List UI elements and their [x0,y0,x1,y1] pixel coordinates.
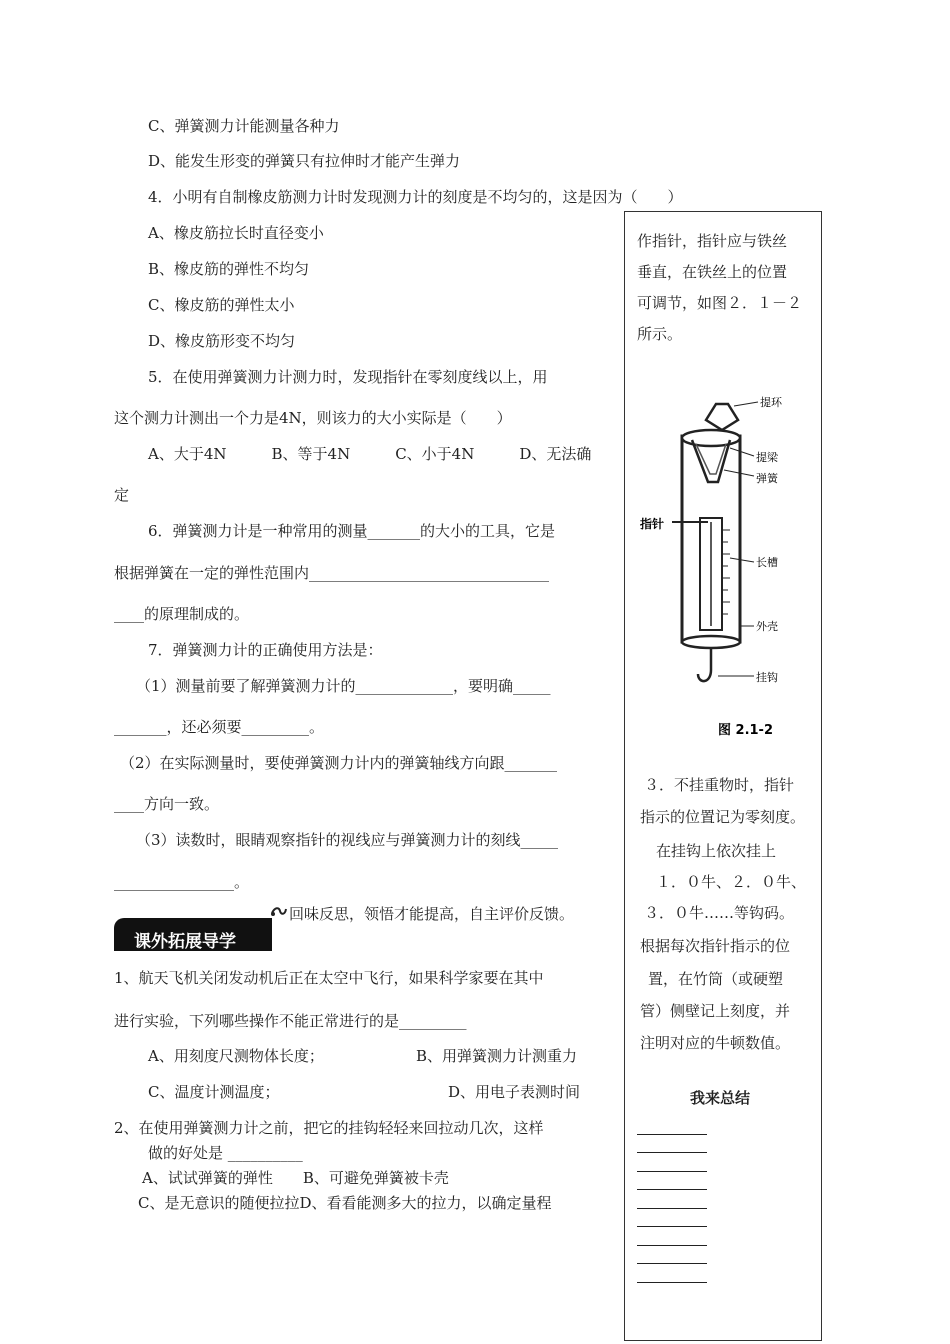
sidebar-step-4: １．０牛、２．０牛、 [656,873,807,891]
q5-options: A、大于4N B、等于4N C、小于4N D、无法确 [148,445,592,463]
label-beam: 提梁 [756,451,778,464]
q4-option-b: B、橡皮筋的弹性不均匀 [148,260,310,278]
question-6-line-2: 根据弹簧在一定的弹性范围内________________________________ [114,564,550,582]
label-hook: 挂钩 [756,671,778,684]
ext-q2-options-cd: C、是无意识的随便拉拉D、看看能测多大的拉力，以确定量程 [138,1194,552,1212]
q4-option-a: A、橡皮筋拉长时直径变小 [148,224,324,242]
label-shell: 外壳 [756,620,778,633]
sidebar-step-6: 根据每次指针指示的位 [640,937,791,955]
question-6-line-1: 6．弹簧测力计是一种常用的测量_______的大小的工具，它是 [148,522,556,540]
ext-question-2-line-2: 做的好处是 __________ [148,1144,303,1162]
option-d-line: D、能发生形变的弹簧只有拉伸时才能产生弹力 [148,152,461,170]
sidebar-step-7: 置，在竹筒（或硬塑 [648,970,784,988]
ext-question-1-line-2: 进行实验，下列哪些操作不能正常进行的是_________ [114,1012,467,1030]
question-5-line-2: 这个测力计测出一个力是4N，则该力的大小实际是（ ） [114,409,512,427]
sidebar-text-3: 可调节，如图２．１－２ [637,294,803,312]
q5-options-wrap: 定 [114,486,130,504]
sidebar-step-3: 在挂钩上依次挂上 [656,842,777,860]
q7-part-1-line-2: _______，还必须要_________。 [114,718,325,736]
reflection-line: 回味反思，领悟才能提高，自主评价反馈。 [289,905,575,923]
spring-balance-figure [636,390,808,742]
question-5-line-1: 5．在使用弹簧测力计测力时，发现指针在零刻度线以上，用 [148,368,548,386]
sidebar-step-9: 注明对应的牛顿数值。 [640,1034,791,1052]
sidebar-text-2: 垂直，在铁丝上的位置 [637,263,788,281]
ext-question-1-line-1: 1、航天飞机关闭发动机后正在太空中飞行，如果科学家要在其中 [114,969,544,987]
summary-blank-line [637,1152,707,1153]
label-ring: 提环 [760,396,782,409]
summary-blank-line [637,1171,707,1172]
ext-q2-options-ab: A、试试弹簧的弹性 B、可避免弹簧被卡壳 [142,1169,449,1187]
q7-part-2-line-1: （2）在实际测量时，要使弹簧测力计内的弹簧轴线方向跟_______ [120,754,558,772]
q4-option-c: C、橡皮筋的弹性太小 [148,296,295,314]
ext-q1-option-a: A、用刻度尺测物体长度； [148,1047,324,1065]
q7-part-3-line-2: ________________。 [114,873,250,891]
summary-blank-line [637,1208,707,1209]
question-7: 7．弹簧测力计的正确使用方法是： [148,641,383,659]
label-slot: 长槽 [756,556,778,569]
figure-caption: 图 2.1-2 [718,723,773,738]
q7-part-1-line-1: （1）测量前要了解弹簧测力计的_____________，要明确_____ [136,677,551,695]
ext-question-2-line-1: 2、在使用弹簧测力计之前，把它的挂钩轻轻来回拉动几次，这样 [114,1119,544,1137]
question-4: 4．小明有自制橡皮筋测力计时发现测力计的刻度是不均匀的，这是因为（ ） [148,188,683,206]
ext-q1-option-d: D、用电子表测时间 [448,1083,581,1101]
summary-blank-line [637,1189,707,1190]
ext-q1-option-b: B、用弹簧测力计测重力 [416,1047,578,1065]
ext-q1-option-c: C、温度计测温度； [148,1083,280,1101]
sidebar-text-1: 作指针，指针应与铁丝 [637,232,788,250]
question-6-line-3: ____的原理制成的。 [114,605,250,623]
sidebar-step-2: 指示的位置记为零刻度。 [640,808,806,826]
reflection-bullet-icon [270,904,288,918]
q7-part-2-line-2: ____方向一致。 [114,795,220,813]
sidebar-text-4: 所示。 [637,325,683,343]
section-banner [114,918,272,951]
summary-blank-line [637,1245,707,1246]
sidebar-step-1: ３．不挂重物时，指针 [644,776,795,794]
section-banner-title: 课外拓展导学 [134,932,236,951]
label-pointer: 指针 [640,517,665,531]
summary-title: 我来总结 [690,1089,751,1107]
summary-blank-line [637,1282,707,1283]
sidebar-step-8: 管）侧壁记上刻度，并 [640,1002,791,1020]
summary-blank-line [637,1134,707,1135]
q4-option-d: D、橡皮筋形变不均匀 [148,332,296,350]
q7-part-3-line-1: （3）读数时，眼睛观察指针的视线应与弹簧测力计的刻线_____ [136,831,559,849]
summary-blank-line [637,1226,707,1227]
summary-blank-line [637,1263,707,1264]
label-spring: 弹簧 [756,472,778,485]
sidebar-step-5: ３．０牛……等钩码。 [644,904,795,922]
option-c-line: C、弹簧测力计能测量各种力 [148,117,340,135]
